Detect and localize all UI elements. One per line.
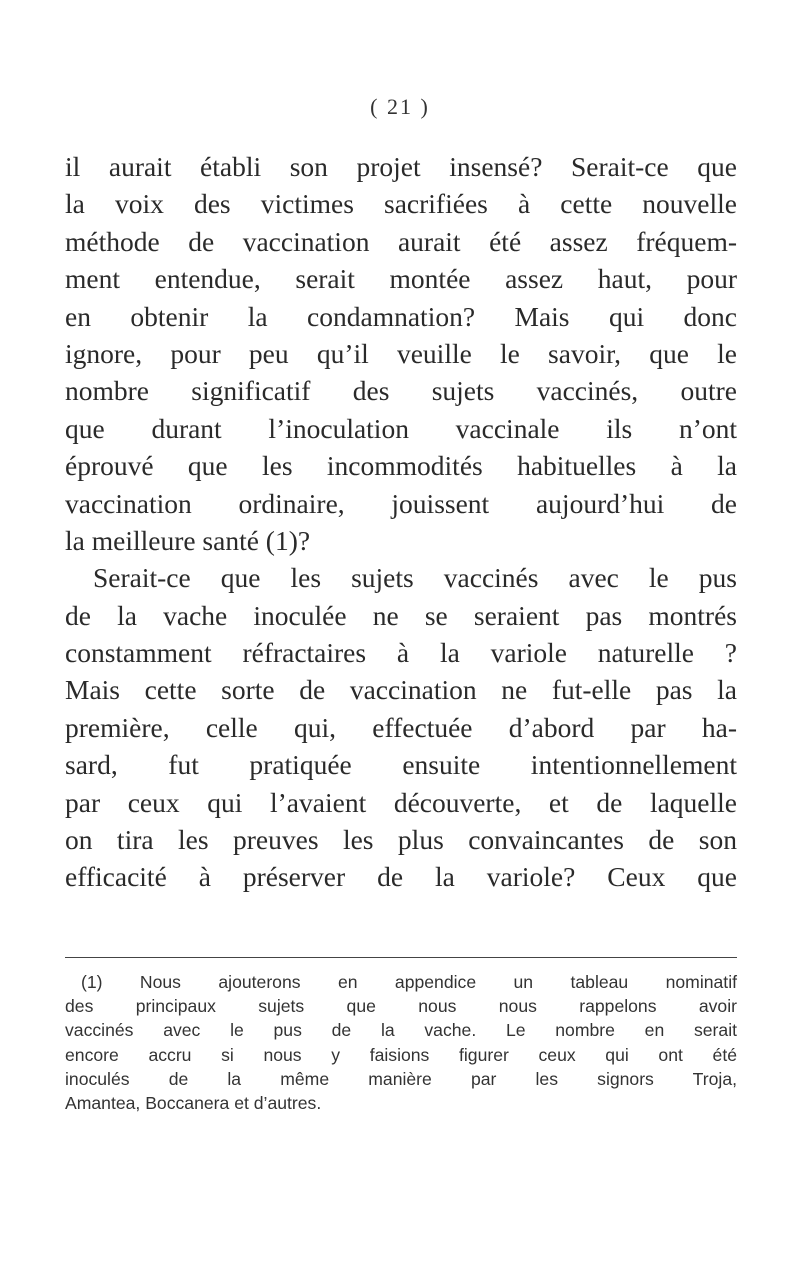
text-line: de la vache inoculée ne se seraient pas montrés	[65, 599, 737, 631]
footnote-line: (1) Nous ajouterons en appendice un tableau nominatif	[81, 972, 737, 992]
text-line: première, celle qui, effectuée d’abord par ha-	[65, 711, 737, 743]
footnote-divider	[65, 957, 737, 958]
page-number: ( 21 )	[370, 94, 430, 119]
text-line: il aurait établi son projet insensé? Serait-ce que	[65, 151, 737, 182]
footnote-line: Amantea, Boccanera et d’autres.	[65, 1092, 322, 1113]
text-line: éprouvé que les incommodités habituelles à la	[65, 450, 737, 482]
text-line: on tira les preuves les plus convaincantes de son	[65, 824, 737, 856]
text-line: efficacité à préserver de la variole? Ceux que	[65, 861, 737, 893]
text-line: par ceux qui l’avaient découverte, et de laquelle	[65, 786, 737, 818]
text-line: en obtenir la condamnation? Mais qui donc	[65, 300, 737, 332]
text-line: vaccination ordinaire, jouissent aujourd’hui de	[65, 487, 737, 519]
text-line: la voix des victimes sacrifiées à cette nouvelle	[65, 188, 737, 220]
text-line: que durant l’inoculation vaccinale ils n’ont	[65, 412, 737, 444]
footnote-line: vaccinés avec le pus de la vache. Le nombre en serait	[65, 1020, 737, 1041]
text-line: nombre significatif des sujets vaccinés, outre	[65, 375, 737, 407]
main-text	[65, 148, 737, 896]
text-line: Mais cette sorte de vaccination ne fut-elle pas la	[65, 674, 737, 706]
footnote-line: encore accru si nous y faisions figurer ceux qui ont été	[65, 1044, 737, 1065]
text-line: Serait-ce que les sujets vaccinés avec le pus	[93, 562, 737, 594]
text-line: méthode de vaccination aurait été assez fréquem-	[65, 225, 737, 257]
footnote-line: inoculés de la même manière par les signors Troja,	[65, 1068, 737, 1089]
footnote-line: des principaux sujets que nous nous rappelons avoir	[65, 996, 737, 1017]
text-line: ment entendue, serait montée assez haut, pour	[65, 263, 737, 295]
text-line: la meilleure santé (1)?	[65, 524, 311, 556]
text-line: ignore, pour peu qu’il veuille le savoir, que le	[65, 337, 737, 369]
text-line: sard, fut pratiquée ensuite intentionnellement	[65, 749, 737, 781]
text-line: constamment réfractaires à la variole naturelle ?	[65, 637, 737, 669]
footnote	[65, 970, 737, 1115]
